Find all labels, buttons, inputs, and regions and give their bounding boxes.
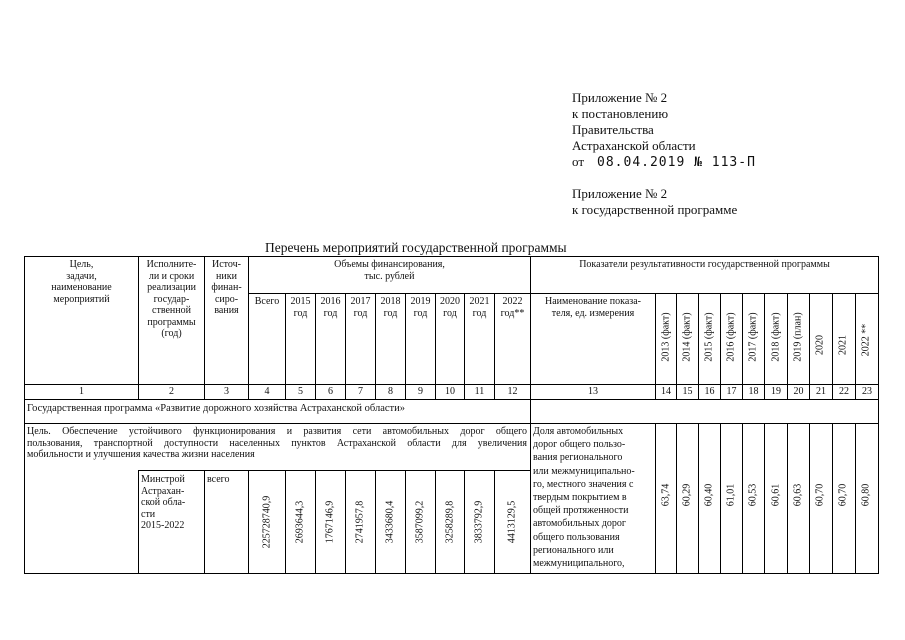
header-year-2020: 2020 год: [440, 296, 460, 319]
header-executor: Исполните- ли и сроки реализации государ- ственной программы (год): [146, 259, 197, 339]
header-indicators: Показатели результативности государственной программы: [579, 259, 830, 270]
header-indicator-2022: 2022 **: [860, 323, 872, 357]
column-number: 12: [507, 386, 518, 397]
column-number: 10: [445, 386, 455, 397]
indicator-value-2018: 60,61: [770, 483, 782, 507]
header-year-2016: 2016 год: [320, 296, 341, 319]
header-indicator-name: Наименование показа- теля, ед. измерения: [544, 296, 641, 319]
header-funding: Объемы финансирования, тыс. рублей: [334, 259, 445, 282]
header-year-2019: 2019 год: [410, 296, 431, 319]
column-number: 23: [862, 386, 872, 397]
funding-2019-value: 3587099,2: [414, 500, 426, 544]
funding-2022-value: 4413129,5: [506, 500, 518, 544]
indicator-value-2020: 60,70: [814, 483, 826, 507]
column-number: 13: [588, 386, 598, 397]
column-number: 11: [474, 386, 485, 397]
funding-2017-value: 2741957,8: [354, 500, 366, 544]
resolution-date-number: 08.04.2019 № 113-П: [597, 155, 756, 170]
funding-total-value: 225728740,9: [261, 495, 273, 549]
indicator-value-2019: 60,63: [792, 483, 804, 507]
column-number: 19: [771, 386, 781, 397]
header-year-2022: 2022 год**: [500, 296, 525, 319]
header-year-2021: 2021 год: [469, 296, 490, 319]
indicator-value-2016: 61,01: [725, 483, 737, 507]
to-program-label: к государственной программе: [572, 202, 738, 217]
column-number: 1: [79, 386, 84, 397]
column-number: 18: [748, 386, 759, 397]
indicator-value-2013: 63,74: [660, 483, 672, 507]
header-indicator-2013: 2013 (факт): [660, 312, 672, 362]
column-number: 21: [816, 386, 826, 397]
indicator-value-2022: 60,80: [860, 483, 872, 507]
column-number: 15: [682, 386, 693, 397]
to-resolution-label: к постановлению: [572, 106, 669, 121]
executor-cell: Минстрой Астрахан- ской обла- сти 2015-2022: [141, 474, 186, 531]
header-goal: Цель, задачи, наименование мероприятий: [51, 259, 112, 305]
column-number: 9: [418, 386, 423, 397]
header-year-2015: 2015 год: [290, 296, 311, 319]
header-indicator-2016: 2016 (факт): [725, 312, 737, 362]
header-sources: Источ- ники финан- сиро- вания: [211, 259, 242, 316]
header-indicator-2017: 2017 (факт): [747, 312, 759, 362]
header-indicator-2021: 2021: [837, 335, 849, 355]
from-label: от: [572, 154, 585, 169]
indicator-value-2015: 60,40: [703, 483, 715, 507]
header-indicator-2015: 2015 (факт): [703, 312, 715, 362]
program-name-row: Государственная программа «Развитие дорожного хозяйства Астраханской области»: [27, 403, 405, 414]
column-number: 20: [793, 386, 804, 397]
government-label: Правительства: [572, 122, 654, 137]
funding-2021-value: 3833792,9: [473, 500, 485, 544]
header-indicator-2019: 2019 (план): [792, 312, 804, 362]
column-number: 16: [704, 386, 715, 397]
program-appendix-label: Приложение № 2: [572, 186, 668, 201]
document-header: [572, 90, 756, 218]
header-year-2017: 2017 год: [350, 296, 371, 319]
header-year-2018: 2018 год: [380, 296, 401, 319]
region-label: Астраханской области: [572, 138, 696, 153]
column-number: 2: [169, 386, 174, 397]
indicator-name-cell: Доля автомобильных дорог общего пользо- вания регионального или межмуниципально- го, местного значения с твердым покрытием в общей протяженности автомобильных дорог общего пользования регионального или межмуниципального,: [533, 426, 635, 570]
funding-2018-value: 3433680,4: [384, 500, 396, 544]
column-number: 6: [328, 386, 333, 397]
column-number: 17: [726, 386, 737, 397]
indicator-value-2017: 60,53: [747, 483, 759, 507]
document-title: Перечень мероприятий государственной программы: [265, 240, 567, 255]
funding-2015-value: 2693644,3: [294, 500, 306, 544]
goal-text: Цель. Обеспечение устойчивого функционирования и развития сети автомобильных дорог общего пользования, транспортной доступности населенных пунктов Астраханской области для увеличения мобильности и улучшения качества жизни населения: [27, 426, 527, 460]
funding-2020-value: 3258289,8: [444, 500, 456, 544]
header-indicator-2018: 2018 (факт): [770, 312, 782, 362]
header-indicator-2020: 2020: [814, 335, 826, 355]
indicator-value-2014: 60,29: [681, 483, 693, 507]
indicator-value-2021: 60,70: [837, 483, 849, 507]
column-number: 8: [388, 386, 393, 397]
funding-2016-value: 1767146,9: [324, 500, 336, 544]
column-number: 5: [298, 386, 303, 397]
column-number: 7: [358, 386, 363, 397]
column-number: 4: [264, 386, 270, 397]
column-number: 14: [661, 386, 671, 397]
column-number: 3: [224, 386, 229, 397]
appendix-label: Приложение № 2: [572, 90, 668, 105]
column-number: 22: [839, 386, 849, 397]
source-cell: всего: [207, 474, 230, 485]
header-funding-total: Всего: [254, 296, 280, 307]
header-indicator-2014: 2014 (факт): [681, 312, 693, 362]
resolution-date-line: [572, 154, 756, 171]
